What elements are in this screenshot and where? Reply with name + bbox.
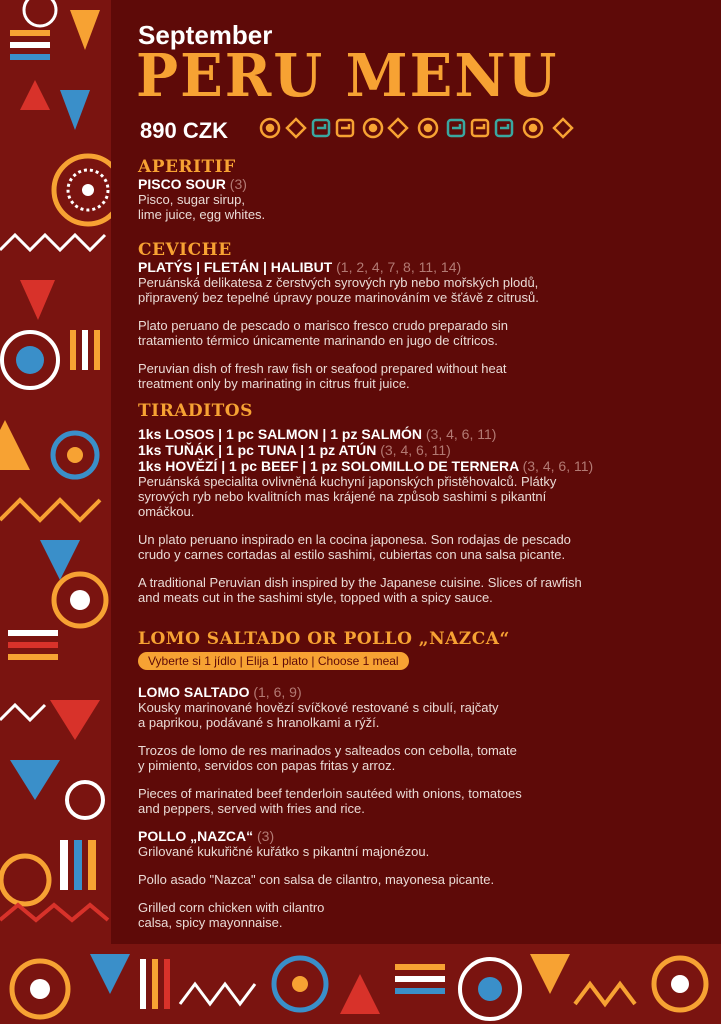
description-es: Trozos de lomo de res marinados y salteados con cebolla, tomate y pimiento, servidos con papas fritas y arroz. (138, 743, 517, 773)
section-ceviche (138, 241, 713, 391)
allergen-codes: (3, 4, 6, 11) (522, 458, 594, 474)
menu-price: 890 CZK (140, 118, 229, 143)
description-cz: Kousky marinované hovězí svíčkové restované s cibulí, rajčaty a paprikou, podávané s hranolkami a rýží. (138, 700, 499, 730)
ornament-row-icon (258, 115, 588, 141)
decorative-pattern-sidebar (0, 0, 111, 944)
item-name: POLLO „NAZCA“ (138, 828, 254, 844)
menu-month: September (138, 20, 273, 50)
allergen-codes: (3, 4, 6, 11) (380, 442, 451, 458)
description-en: Grilled corn chicken with cilantro calsa, spicy mayonnaise. (138, 900, 325, 930)
allergen-codes: (3) (229, 176, 247, 192)
description-cz: Peruánská delikatesa z čerstvých syrových ryb nebo mořských plodů, připravený bez tepelné úpravy pouze marinováním ve šťávě z citrusů. (138, 275, 539, 305)
item-tuna (138, 442, 713, 458)
item-description: Pisco, sugar sirup, lime juice, egg whites. (138, 192, 266, 222)
section-title-ceviche: CEVICHE (138, 240, 232, 260)
item-halibut (138, 259, 713, 275)
description-cz: Grilované kukuřičné kuřátko s pikantní majonézou. (138, 844, 430, 859)
description-es: Plato peruano de pescado o marisco fresco crudo preparado sin tratamiento térmico únicamente marinando en jugo de cítricos. (138, 318, 508, 348)
item-pollo-nazca (138, 828, 713, 844)
item-pisco-sour (138, 176, 713, 192)
tribal-pattern-footer-graphic (0, 944, 721, 1024)
item-name: 1ks LOSOS | 1 pc SALMON | 1 pz SALMÓN (138, 426, 422, 442)
section-aperitif (138, 158, 713, 222)
section-tiraditos (138, 402, 713, 605)
item-name: 1ks HOVĚZÍ | 1 pc BEEF | 1 pz SOLOMILLO DE TERNERA (138, 458, 519, 474)
section-main-course (138, 630, 713, 930)
decorative-pattern-footer (0, 944, 721, 1024)
description-en: Peruvian dish of fresh raw fish or seafood prepared without heat treatment only by marinating in citrus fruit juice. (138, 361, 507, 391)
item-name: 1ks TUŇÁK | 1 pc TUNA | 1 pz ATÚN (138, 442, 377, 458)
description-cz: Peruánská specialita ovlivněná kuchyní japonských přistěhovalců. Plátky syrových ryb nebo kvalitních mas krájené na způsob sashimi s pikantní omáčkou. (138, 474, 557, 519)
section-title-main: LOMO SALTADO OR POLLO „NAZCA“ (138, 629, 510, 649)
section-title-aperitif: APERITIF (138, 157, 236, 177)
description-en: A traditional Peruvian dish inspired by the Japanese cuisine. Slices of rawfish and meats cut in the sashimi style, topped with a spicy sauce. (138, 575, 582, 605)
item-salmon (138, 426, 713, 442)
section-title-tiraditos: TIRADITOS (138, 401, 253, 421)
item-name: LOMO SALTADO (138, 684, 250, 700)
item-name: PISCO SOUR (138, 176, 226, 192)
menu-title: PERU MENU (136, 41, 559, 111)
item-beef (138, 458, 713, 474)
allergen-codes: (3) (257, 828, 275, 844)
allergen-codes: (3, 4, 6, 11) (425, 426, 497, 442)
item-lomo-saltado (138, 684, 713, 700)
description-es: Pollo asado "Nazca" con salsa de cilantro, mayonesa picante. (138, 872, 495, 887)
allergen-codes: (1, 2, 4, 7, 8, 11, 14) (336, 259, 462, 275)
description-en: Pieces of marinated beef tenderloin sautéed with onions, tomatoes and peppers, served with fries and rice. (138, 786, 522, 816)
description-es: Un plato peruano inspirado en la cocina japonesa. Son rodajas de pescado crudo y carnes cortadas al estilo sashimi, cubiertas con una salsa picante. (138, 532, 571, 562)
tribal-pattern-graphic (0, 0, 111, 944)
item-name: PLATÝS | FLETÁN | HALIBUT (138, 259, 333, 275)
allergen-codes: (1, 6, 9) (253, 684, 302, 700)
choose-one-badge: Vyberte si 1 jídlo | Elija 1 plato | Choose 1 meal (138, 652, 409, 670)
